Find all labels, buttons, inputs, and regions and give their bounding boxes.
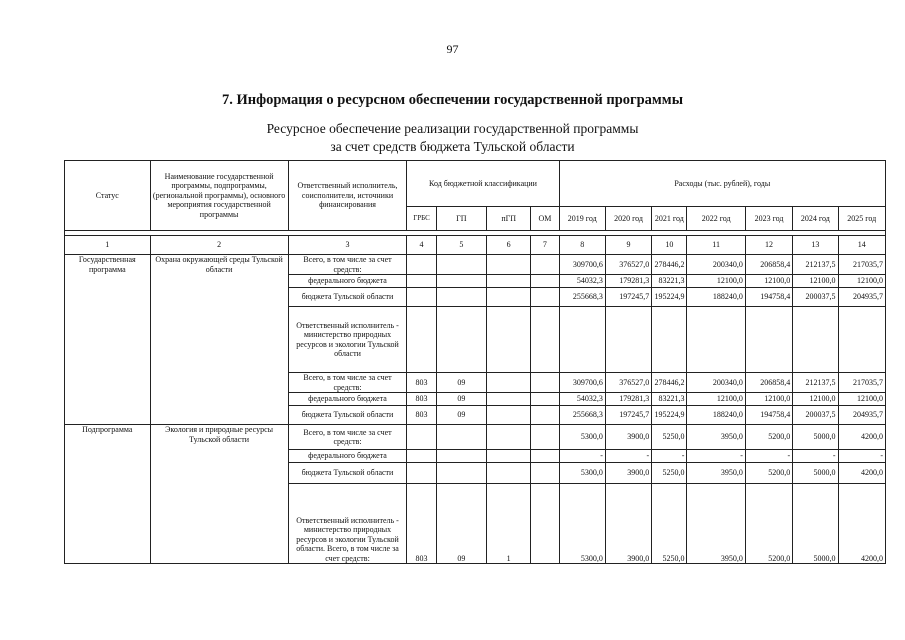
gp-cell [436, 307, 486, 373]
amount-cell: 3950,0 [687, 484, 745, 564]
amount-cell: 5000,0 [793, 484, 838, 564]
table-row [65, 255, 886, 275]
pgp-cell [487, 406, 531, 425]
funding-source-cell: Ответственный исполнитель - министерство природных ресурсов и экологии Тульской области [288, 307, 407, 373]
amount-cell: 12100,0 [793, 393, 838, 406]
gp-cell [436, 275, 486, 288]
om-cell [531, 463, 559, 484]
grbs-cell: 803 [407, 393, 436, 406]
amount-cell: 5000,0 [793, 425, 838, 450]
amount-cell: 179281,3 [605, 393, 651, 406]
amount-cell: 200037,5 [793, 406, 838, 425]
amount-cell: 204935,7 [838, 288, 886, 307]
amount-cell: 5200,0 [745, 484, 792, 564]
col-number: 4 [407, 236, 436, 255]
col-number: 3 [288, 236, 407, 255]
grbs-cell: 803 [407, 373, 436, 393]
funding-source-cell: бюджета Тульской области [288, 463, 407, 484]
header-kbk: Код бюджетной классификации [407, 161, 559, 207]
amount-cell: 194758,4 [745, 406, 792, 425]
section-title: 7. Информация о ресурсном обеспечении государственной программы [221, 92, 684, 108]
gp-cell [436, 255, 486, 275]
amount-cell: 206858,4 [745, 255, 792, 275]
pgp-cell [487, 393, 531, 406]
col-number: 12 [745, 236, 792, 255]
amount-cell: 212137,5 [793, 255, 838, 275]
amount-cell: 206858,4 [745, 373, 792, 393]
amount-cell: 204935,7 [838, 406, 886, 425]
grbs-cell [407, 463, 436, 484]
header-executor: Ответственный исполнитель, соисполнители, источники финансирования [288, 161, 407, 231]
amount-cell: 212137,5 [793, 373, 838, 393]
grbs-cell [407, 425, 436, 450]
header-gp: ГП [436, 207, 486, 231]
amount-cell: - [745, 450, 792, 463]
amount-cell: 278446,2 [652, 373, 687, 393]
om-cell [531, 406, 559, 425]
col-number: 7 [531, 236, 559, 255]
amount-cell: 217035,7 [838, 373, 886, 393]
funding-source-cell: федерального бюджета [288, 450, 407, 463]
gp-cell [436, 450, 486, 463]
subtitle-line-2: за счет средств бюджета Тульской области [330, 139, 575, 154]
header-grbs: ГРБС [407, 207, 436, 231]
gp-cell: 09 [436, 373, 486, 393]
header-expenses: Расходы (тыс. рублей), годы [559, 161, 885, 207]
pgp-cell [487, 307, 531, 373]
grbs-cell [407, 275, 436, 288]
program-name-cell: Охрана окружающей среды Тульской области [150, 255, 288, 425]
funding-source-cell: бюджета Тульской области [288, 406, 407, 425]
header-year-2024: 2024 год [793, 207, 838, 231]
amount-cell: 4200,0 [838, 463, 886, 484]
status-cell: Государственная программа [65, 255, 151, 425]
amount-cell: 200037,5 [793, 288, 838, 307]
amount-cell: 12100,0 [838, 275, 886, 288]
om-cell [531, 393, 559, 406]
amount-cell: 200340,0 [687, 255, 745, 275]
amount-cell: 3950,0 [687, 425, 745, 450]
amount-cell: 188240,0 [687, 288, 745, 307]
amount-cell: 5200,0 [745, 425, 792, 450]
amount-cell: 3900,0 [605, 463, 651, 484]
amount-cell: 12100,0 [838, 393, 886, 406]
pgp-cell [487, 373, 531, 393]
om-cell [531, 484, 559, 564]
gp-cell: 09 [436, 406, 486, 425]
header-pgp: пГП [487, 207, 531, 231]
amount-cell: 217035,7 [838, 255, 886, 275]
amount-cell: 12100,0 [793, 275, 838, 288]
col-number: 5 [436, 236, 486, 255]
amount-cell: - [559, 450, 605, 463]
amount-cell: 188240,0 [687, 406, 745, 425]
grbs-cell [407, 307, 436, 373]
amount-cell [793, 307, 838, 373]
amount-cell: 54032,3 [559, 393, 605, 406]
header-status: Статус [65, 161, 151, 231]
pgp-cell [487, 463, 531, 484]
gp-cell: 09 [436, 484, 486, 564]
status-cell: Подпрограмма [65, 425, 151, 564]
amount-cell: 278446,2 [652, 255, 687, 275]
col-number: 2 [150, 236, 288, 255]
col-number: 14 [838, 236, 886, 255]
col-number: 13 [793, 236, 838, 255]
pgp-cell [487, 255, 531, 275]
funding-source-cell: бюджета Тульской области [288, 288, 407, 307]
amount-cell [605, 307, 651, 373]
col-number: 8 [559, 236, 605, 255]
amount-cell [745, 307, 792, 373]
amount-cell: 5000,0 [793, 463, 838, 484]
amount-cell: 195224,9 [652, 406, 687, 425]
funding-source-cell: Всего, в том числе за счет средств: [288, 373, 407, 393]
table-subtitle [0, 120, 905, 156]
header-year-2019: 2019 год [559, 207, 605, 231]
pgp-cell [487, 288, 531, 307]
amount-cell: 83221,3 [652, 393, 687, 406]
amount-cell: 12100,0 [745, 393, 792, 406]
amount-cell: 54032,3 [559, 275, 605, 288]
amount-cell: 197245,7 [605, 288, 651, 307]
om-cell [531, 425, 559, 450]
header-year-2022: 2022 год [687, 207, 745, 231]
grbs-cell: 803 [407, 484, 436, 564]
col-number: 11 [687, 236, 745, 255]
resource-table [64, 160, 886, 564]
grbs-cell [407, 450, 436, 463]
col-number: 6 [487, 236, 531, 255]
amount-cell: 3900,0 [605, 484, 651, 564]
funding-source-cell: федерального бюджета [288, 275, 407, 288]
om-cell [531, 307, 559, 373]
header-name: Наименование государственной программы, подпрограммы, (региональной программы), основного мероприятия государственной программы [150, 161, 288, 231]
col-number: 1 [65, 236, 151, 255]
header-year-2025: 2025 год [838, 207, 886, 231]
om-cell [531, 373, 559, 393]
om-cell [531, 288, 559, 307]
amount-cell: 376527,0 [605, 373, 651, 393]
amount-cell: 12100,0 [745, 275, 792, 288]
pgp-cell [487, 425, 531, 450]
amount-cell [838, 307, 886, 373]
amount-cell: 309700,6 [559, 373, 605, 393]
header-om: ОМ [531, 207, 559, 231]
amount-cell: 376527,0 [605, 255, 651, 275]
amount-cell: - [605, 450, 651, 463]
funding-source-cell: Всего, в том числе за счет средств: [288, 425, 407, 450]
col-number: 9 [605, 236, 651, 255]
amount-cell: - [793, 450, 838, 463]
header-year-2023: 2023 год [745, 207, 792, 231]
amount-cell: 5250,0 [652, 425, 687, 450]
funding-source-cell: федерального бюджета [288, 393, 407, 406]
amount-cell: 194758,4 [745, 288, 792, 307]
amount-cell: 309700,6 [559, 255, 605, 275]
amount-cell: 12100,0 [687, 393, 745, 406]
amount-cell: - [652, 450, 687, 463]
pgp-cell [487, 450, 531, 463]
funding-source-cell: Всего, в том числе за счет средств: [288, 255, 407, 275]
subtitle-line-1: Ресурсное обеспечение реализации государственной программы [266, 121, 639, 136]
amount-cell: 5200,0 [745, 463, 792, 484]
om-cell [531, 450, 559, 463]
program-name-cell: Экология и природные ресурсы Тульской области [150, 425, 288, 564]
pgp-cell [487, 275, 531, 288]
grbs-cell [407, 288, 436, 307]
column-number-row [65, 236, 886, 255]
table-row [65, 425, 886, 450]
gp-cell [436, 288, 486, 307]
amount-cell: - [687, 450, 745, 463]
amount-cell: 3950,0 [687, 463, 745, 484]
amount-cell: 5300,0 [559, 463, 605, 484]
amount-cell: 5250,0 [652, 463, 687, 484]
om-cell [531, 275, 559, 288]
grbs-cell [407, 255, 436, 275]
amount-cell: 179281,3 [605, 275, 651, 288]
amount-cell: 4200,0 [838, 425, 886, 450]
amount-cell: 255668,3 [559, 288, 605, 307]
amount-cell: 5300,0 [559, 425, 605, 450]
amount-cell: 5250,0 [652, 484, 687, 564]
amount-cell [652, 307, 687, 373]
amount-cell: 3900,0 [605, 425, 651, 450]
pgp-cell: 1 [487, 484, 531, 564]
amount-cell: 195224,9 [652, 288, 687, 307]
funding-source-cell: Ответственный исполнитель - министерство природных ресурсов и экологии Тульской области. Всего, в том числе за счет средств: [288, 484, 407, 564]
amount-cell: 83221,3 [652, 275, 687, 288]
header-year-2021: 2021 год [652, 207, 687, 231]
header-year-2020: 2020 год [605, 207, 651, 231]
amount-cell [687, 307, 745, 373]
amount-cell: 4200,0 [838, 484, 886, 564]
amount-cell: 200340,0 [687, 373, 745, 393]
om-cell [531, 255, 559, 275]
amount-cell: 12100,0 [687, 275, 745, 288]
col-number: 10 [652, 236, 687, 255]
grbs-cell: 803 [407, 406, 436, 425]
page-number: 97 [446, 42, 459, 56]
gp-cell: 09 [436, 393, 486, 406]
amount-cell [559, 307, 605, 373]
gp-cell [436, 425, 486, 450]
amount-cell: 197245,7 [605, 406, 651, 425]
gp-cell [436, 463, 486, 484]
amount-cell: - [838, 450, 886, 463]
amount-cell: 255668,3 [559, 406, 605, 425]
amount-cell: 5300,0 [559, 484, 605, 564]
